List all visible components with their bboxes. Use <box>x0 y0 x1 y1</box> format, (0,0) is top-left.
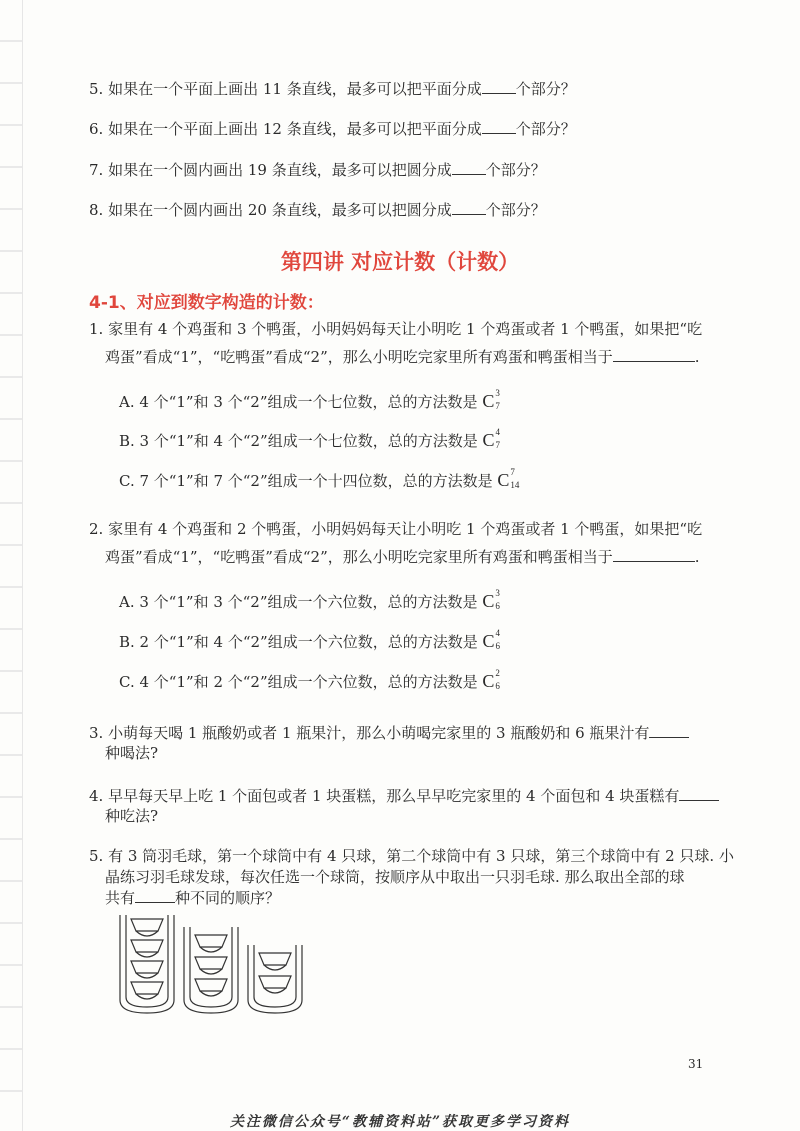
binomial-letter: C <box>482 631 495 651</box>
option-text: C. 7 个“1”和 7 个“2”组成一个十四位数，总的方法数是 <box>119 472 493 490</box>
q4-line2 <box>105 807 158 825</box>
answer-blank <box>135 888 175 903</box>
tube-2 <box>184 927 238 1013</box>
binomial-letter: C <box>482 591 495 611</box>
binomial <box>482 588 506 611</box>
q2-option-a <box>119 588 506 611</box>
lecture-title: 第四讲 对应计数（计数） <box>280 250 520 274</box>
question-number: 5. <box>89 847 104 865</box>
binomial-sup: 4 <box>495 628 500 638</box>
question-8 <box>89 200 546 219</box>
binomial-sub: 7 <box>495 401 500 411</box>
binomial-sup: 7 <box>510 467 515 477</box>
question-text: 鸡蛋”看成“1”，“吃鸭蛋”看成“2”，那么小明吃完家里所有鸡蛋和鸭蛋相当于 <box>105 348 613 366</box>
question-number: 4. <box>89 787 104 805</box>
question-text: 晶练习羽毛球发球，每次任选一个球筒，按顺序从中取出一只羽毛球. 那么取出全部的球 <box>105 868 685 886</box>
q1-line2 <box>105 347 700 366</box>
binomial-letter: C <box>482 671 495 691</box>
q1-option-b <box>119 427 507 450</box>
question-text: 鸡蛋”看成“1”，“吃鸭蛋”看成“2”，那么小明吃完家里所有鸡蛋和鸭蛋相当于 <box>105 548 613 566</box>
shuttlecock-icon <box>131 940 163 957</box>
binomial <box>482 628 507 651</box>
binomial-sup: 4 <box>495 427 500 437</box>
question-text: 如果在一个圆内画出 20 条直线，最多可以把圆分成 <box>108 201 452 219</box>
shuttlecock-icon <box>131 919 163 936</box>
binomial-sup: 3 <box>495 388 500 398</box>
question-text: 家里有 4 个鸡蛋和 2 个鸭蛋，小明妈妈每天让小明吃 1 个鸡蛋或者 1 个鸭蛋，如果把“吃 <box>108 520 703 538</box>
question-number: 7. <box>89 161 104 179</box>
shuttlecock-icon <box>259 953 291 970</box>
question-text: 如果在一个圆内画出 19 条直线，最多可以把圆分成 <box>108 161 452 179</box>
binomial-letter: C <box>497 470 510 490</box>
question-text: 如果在一个平面上画出 12 条直线，最多可以把平面分成 <box>108 120 482 138</box>
question-text: 小萌每天喝 1 瓶酸奶或者 1 瓶果汁，那么小萌喝完家里的 3 瓶酸奶和 6 瓶果汁有 <box>108 724 650 742</box>
binomial-sub: 6 <box>495 641 500 651</box>
question-number: 3. <box>89 724 104 742</box>
shuttlecock-icon <box>195 957 227 974</box>
q4-line1 <box>89 786 719 805</box>
binomial-letter: C <box>482 430 495 450</box>
binomial-sub: 6 <box>495 601 500 611</box>
period: . <box>694 548 700 566</box>
tube-1 <box>120 915 174 1013</box>
answer-blank <box>613 347 695 362</box>
question-number: 2. <box>89 520 104 538</box>
page-number: 31 <box>688 1057 704 1071</box>
binomial-sup: 3 <box>495 588 500 598</box>
question-5 <box>89 79 576 98</box>
shuttlecock-icon <box>131 982 163 999</box>
answer-blank <box>613 547 695 562</box>
option-text: A. 4 个“1”和 3 个“2”组成一个七位数，总的方法数是 <box>119 393 478 411</box>
answer-blank <box>452 160 486 175</box>
tube-3 <box>248 945 302 1013</box>
question-text-end: 个部分？ <box>515 80 576 98</box>
question-text: 家里有 4 个鸡蛋和 3 个鸭蛋，小明妈妈每天让小明吃 1 个鸡蛋或者 1 个鸭蛋，如果把“吃 <box>108 320 703 338</box>
question-number: 8. <box>89 201 104 219</box>
q3-line2 <box>105 744 158 762</box>
shuttlecock-icon <box>195 979 227 996</box>
answer-blank <box>649 723 689 738</box>
question-text-end: 个部分？ <box>485 201 546 219</box>
answer-blank <box>679 786 719 801</box>
option-text: A. 3 个“1”和 3 个“2”组成一个六位数，总的方法数是 <box>119 593 478 611</box>
question-text: 种吃法? <box>105 807 159 825</box>
q1-option-a <box>119 388 506 411</box>
option-text: B. 3 个“1”和 4 个“2”组成一个七位数，总的方法数是 <box>119 432 478 450</box>
shuttlecock-icon <box>259 976 291 993</box>
answer-blank <box>482 79 516 94</box>
question-text: 种喝法? <box>105 744 159 762</box>
footer-note: 关注微信公众号“教辅资料站”获取更多学习资料 <box>229 1114 571 1130</box>
question-6 <box>89 119 576 138</box>
binomial-sub: 6 <box>495 681 500 691</box>
shuttlecock-icon <box>195 935 227 952</box>
period: . <box>694 348 700 366</box>
section-title: 4-1、对应到数字构造的计数： <box>89 293 324 313</box>
question-text: 有 3 筒羽毛球，第一个球筒中有 4 只球，第二个球筒中有 3 只球，第三个球筒中有 2 只球. 小 <box>108 847 734 865</box>
binomial-sup: 2 <box>495 668 500 678</box>
q5-line1 <box>89 847 734 865</box>
question-number: 1. <box>89 320 104 338</box>
question-text: 早早每天早上吃 1 个面包或者 1 块蛋糕，那么早早吃完家里的 4 个面包和 4 块蛋糕有 <box>108 787 680 805</box>
binomial <box>497 467 521 490</box>
question-number: 6. <box>89 120 104 138</box>
q1-line1 <box>89 320 702 338</box>
answer-blank <box>452 200 486 215</box>
question-text-end: 个部分？ <box>515 120 576 138</box>
question-number: 5. <box>89 80 104 98</box>
binomial <box>482 668 506 691</box>
option-text: C. 4 个“1”和 2 个“2”组成一个六位数，总的方法数是 <box>119 673 478 691</box>
binomial <box>482 427 507 450</box>
question-text-end: 种不同的顺序？ <box>175 889 281 907</box>
q1-option-c <box>119 467 521 490</box>
binomial <box>482 388 506 411</box>
q5-line2 <box>105 868 685 886</box>
question-text-end: 个部分？ <box>485 161 546 179</box>
q2-option-b <box>119 628 507 651</box>
shuttlecock-tubes-illustration <box>112 905 312 1020</box>
option-text: B. 2 个“1”和 4 个“2”组成一个六位数，总的方法数是 <box>119 633 478 651</box>
q3-line1 <box>89 723 689 742</box>
question-7 <box>89 160 546 179</box>
binomial-sub: 14 <box>510 480 520 490</box>
q2-line2 <box>105 547 700 566</box>
binomial-sub: 7 <box>495 440 500 450</box>
answer-blank <box>482 119 516 134</box>
question-text: 共有 <box>105 889 136 907</box>
shuttlecock-icon <box>131 961 163 978</box>
binding-margin <box>0 0 23 1131</box>
q2-option-c <box>119 668 506 691</box>
question-text: 如果在一个平面上画出 11 条直线，最多可以把平面分成 <box>108 80 482 98</box>
binomial-letter: C <box>482 391 495 411</box>
q2-line1 <box>89 520 702 538</box>
